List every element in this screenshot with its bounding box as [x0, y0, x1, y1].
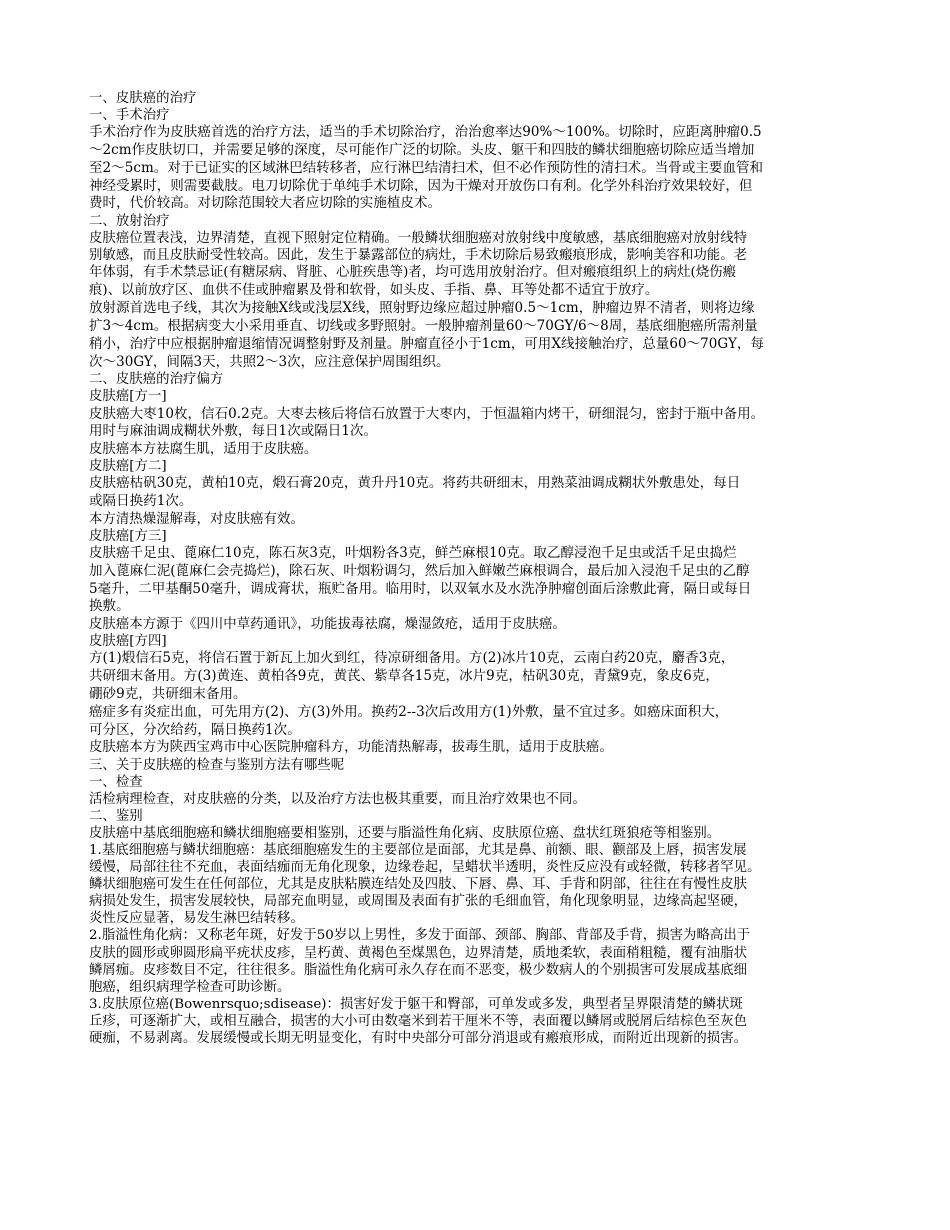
- document-page: [89, 90, 881, 1047]
- text-line: 二、皮肤癌的治疗偏方: [89, 372, 224, 388]
- text-line: 丘疹，可逐渐扩大，或相互融合，损害的大小可由数毫米到若干厘米不等，表面覆以鳞屑或脱屑后结棕色至灰色: [89, 1013, 748, 1029]
- text-line: 一、皮肤癌的治疗: [89, 91, 197, 106]
- text-line: 皮肤癌[方四]: [89, 634, 167, 650]
- text-line: 三、关于皮肤癌的检查与鉴别方法有哪些呢: [89, 757, 345, 773]
- text-line: 神经受累时，则需要截肢。电刀切除优于单纯手术切除，因为干燥对开放伤口有利。化学外科治疗效果较好，但: [89, 177, 753, 194]
- text-line: 缓慢，局部往往不充血，表面结痂而无角化现象，边缘卷起，呈蜡状半透明，炎性反应没有或轻微，转移者罕见。: [89, 860, 761, 876]
- text-line: 次～30GY，间隔3天，共照2～3次，应注意保护周围组织。: [89, 353, 450, 370]
- text-line: 皮肤癌枯矾30克，黄柏10克，煅石膏20克，黄升丹10克。将药共研细末，用熟菜油调成糊状外敷患处，每日: [89, 475, 741, 492]
- text-line: 费时，代价较高。对切除范围较大者应切除的实施植皮术。: [89, 195, 442, 212]
- text-line: 皮肤癌本方为陕西宝鸡市中心医院肿瘤科方，功能清热解毒，拔毒生肌，适用于皮肤癌。: [89, 740, 613, 756]
- text-line: 至2～5cm。对于已证实的区域淋巴结转移者，应行淋巴结清扫术，但不必作预防性的清扫术。当骨或主要血管和: [89, 159, 764, 176]
- text-line: 换敷。: [89, 598, 130, 615]
- text-line: 手术治疗作为皮肤癌首选的治疗方法，适当的手术切除治疗，治治愈率达90%～100%。切除时，应距离肿瘤0.5: [89, 124, 762, 141]
- text-line: 活检病理检查，对皮肤癌的分类，以及治疗方法也极其重要，而且治疗效果也不同。: [89, 791, 586, 807]
- text-line: 皮肤癌本方源于《四川中草药通讯》，功能拔毒祛腐，燥湿敛疮，适用于皮肤癌。: [89, 617, 566, 633]
- text-line: 皮肤癌中基底细胞癌和鳞状细胞癌要相鉴别，还要与脂溢性角化病、皮肤原位癌、盘状红斑狼疮等相鉴别。: [89, 825, 721, 841]
- text-line: 皮肤癌大枣10枚，信石0.2克。大枣去核后将信石放置于大枣内，于恒温箱内烤干，研细混匀，密封于瓶中备用。: [89, 405, 765, 422]
- text-line: 5毫升，二甲基酮50毫升，调成膏状，瓶贮备用。临用时，以双氧水及水洗净肿瘤创面后涂敷此膏，隔日或每日: [89, 580, 752, 597]
- text-line: 皮肤癌本方祛腐生肌，适用于皮肤癌。: [89, 442, 318, 458]
- text-line: 扩3～4cm。根据病变大小采用垂直、切线或多野照射。一般肿瘤剂量60～70GY/6～8周，基底细胞癌所需剂量: [89, 317, 758, 334]
- text-line: 放射源首选电子线，其次为接触X线或浅层X线，照射野边缘应超过肿瘤0.5～1cm，肿瘤边界不清者，则将边缘: [89, 300, 755, 317]
- text-line: 二、放射治疗: [89, 214, 170, 230]
- text-line: 痕)、以前放疗区、血供不佳或肿瘤累及骨和软骨，如头皮、手指、鼻、耳等处都不适宜于放疗。: [89, 282, 659, 298]
- text-line: 病损处发生，损害发展较快，局部充血明显，或周围及表面有扩张的毛细血管，角化现象明显，边缘高起坚硬，: [89, 894, 748, 910]
- text-line: 硼砂9克，共研细末备用。: [89, 686, 247, 703]
- text-line: 皮肤癌位置表浅，边界清楚，直视下照射定位精确。一般鳞状细胞癌对放射线中度敏感，基底细胞癌对放射线特: [89, 231, 748, 247]
- text-line: 皮肤癌[方二]: [89, 459, 167, 475]
- text-line: 皮肤癌[方三]: [89, 528, 167, 544]
- text-line: 硬痂，不易剥离。发展缓慢或长期无明显变化，有时中央部分可部分消退或有瘢痕形成，而附近出现新的损害。: [89, 1031, 748, 1047]
- text-line: 别敏感，而且皮肤耐受性较高。因此，发生于暴露部位的病灶，手术切除后易致瘢痕形成，影响美容和功能。老: [89, 248, 748, 264]
- text-line: 胞癌，组织病理学检查可助诊断。: [89, 979, 291, 995]
- text-line: 年体弱，有手术禁忌证(有糖尿病、肾脏、心脏疾患等)者，均可选用放射治疗。但对瘢痕组织上的病灶(烧伤瘢: [89, 265, 737, 281]
- text-line: 或隔日换药1次。: [89, 493, 193, 510]
- text-line: 鳞屑痂。皮疹数目不定，往往很多。脂溢性角化病可永久存在而不恶变，极少数病人的个别损害可发展成基底细: [89, 962, 748, 978]
- text-line: 稍小，治疗中应根据肿瘤退缩情况调整射野及剂量。肿瘤直径小于1cm，可用X线接触治疗，总量60～70GY，每: [89, 335, 764, 352]
- text-line: 一、手术治疗: [89, 108, 170, 124]
- text-line: ～2cm作皮肤切口，并需要足够的深度，尽可能作广泛的切除。头皮、躯干和四肢的鳞状细胞癌切除应适当增加: [89, 141, 755, 158]
- text-line: 癌症多有炎症出血，可先用方(2)、方(3)外用。换药2--3次后改用方(1)外敷，量不宜过多。如癌床面积大，: [89, 703, 729, 720]
- text-line: 3.皮肤原位癌(Bowenrsquo;sdisease)：损害好发于躯干和臀部，可单发或多发，典型者呈界限清楚的鳞状斑: [89, 996, 743, 1012]
- text-line: 鳞状细胞癌可发生在任何部位，尤其是皮肤粘膜连结处及四肢、下唇、鼻、耳、手背和阴部，往往在有慢性皮肤: [89, 877, 748, 893]
- text-line: 加入蓖麻仁泥(蓖麻仁会壳捣烂)，除石灰、叶烟粉调匀，然后加入鲜嫩苎麻根调合，最后加入浸泡千足虫的乙醇: [89, 562, 750, 579]
- text-line: 炎性反应显著，易发生淋巴结转移。: [89, 911, 304, 927]
- text-line: 1.基底细胞癌与鳞状细胞癌：基底细胞癌发生的主要部位是面部，尤其是鼻、前额、眼、颧部及上唇，损害发展: [89, 843, 747, 858]
- text-line: 皮肤的圆形或卵圆形扁平疣状皮疹，呈朽黄、黄褐色至煤黑色，边界清楚，质地柔软，表面稍粗糙，覆有油脂状: [89, 945, 748, 961]
- text-line: 2.脂溢性角化病：又称老年斑，好发于50岁以上男性，多发于面部、颈部、胸部、背部及手背，损害为略高出于: [89, 928, 751, 944]
- text-line: 用时与麻油调成糊状外敷，每日1次或隔日1次。: [89, 423, 378, 440]
- text-line: 可分区，分次给药，隔日换药1次。: [89, 721, 301, 738]
- text-line: 二、鉴别: [89, 808, 143, 824]
- text-line: 皮肤癌[方一]: [89, 389, 167, 405]
- text-line: 皮肤癌千足虫、蓖麻仁10克，陈石灰3克，叶烟粉各3克，鲜苎麻根10克。取乙醇浸泡千足虫或活千足虫捣烂: [89, 545, 737, 562]
- text-line: 一、检查: [89, 774, 143, 790]
- text-line: 方(1)煅信石5克，将信石置于新瓦上加火到红，待凉研细备用。方(2)冰片10克，云南白药20克，麝香3克，: [89, 650, 735, 667]
- text-line: 共研细末备用。方(3)黄连、黄柏各9克，黄芪、紫草各15克，冰片9克，枯矾30克，青黛9克，象皮6克，: [89, 668, 719, 685]
- text-line: 本方清热燥湿解毒，对皮肤癌有效。: [89, 511, 304, 527]
